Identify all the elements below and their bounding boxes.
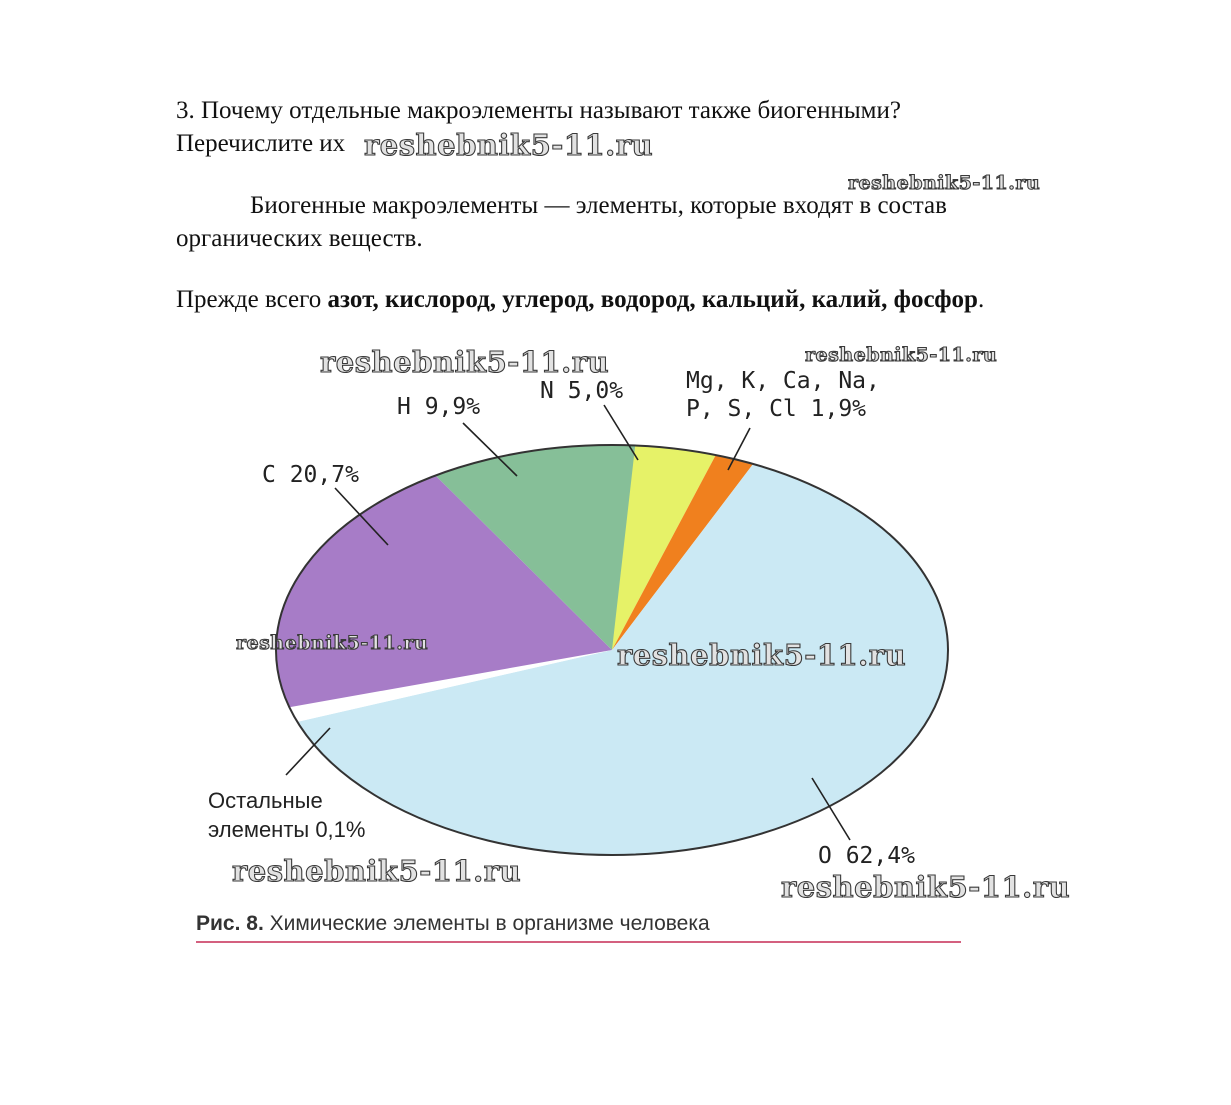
watermark: reshebnik5-11.ru: [232, 854, 522, 888]
question-line-2: Перечислите их: [176, 130, 346, 157]
label-carbon: C 20,7%: [262, 462, 359, 488]
caption-rule: [196, 941, 961, 943]
watermark: reshebnik5-11.ru: [236, 632, 429, 654]
answer-list-prefix: Прежде всего: [176, 286, 328, 313]
figure-caption-number: Рис. 8.: [196, 912, 264, 935]
figure-caption: [196, 912, 710, 936]
label-nitrogen: N 5,0%: [540, 378, 624, 404]
watermark: reshebnik5-11.ru: [320, 345, 610, 379]
label-oxygen: O 62,4%: [818, 843, 915, 869]
label-hydrogen: H 9,9%: [397, 394, 481, 420]
label-other-line-1: Остальные: [208, 788, 323, 813]
question-line-1: 3. Почему отдельные макроэлементы называют также биогенными?: [176, 97, 901, 124]
watermark: reshebnik5-11.ru: [781, 870, 1071, 904]
watermark: reshebnik5-11.ru: [617, 638, 907, 672]
watermark: reshebnik5-11.ru: [848, 172, 1041, 194]
answer-line-2: органических веществ.: [176, 225, 423, 252]
watermark: reshebnik5-11.ru: [364, 128, 654, 162]
label-other-line-2: элементы 0,1%: [208, 817, 366, 842]
watermark: reshebnik5-11.ru: [805, 344, 998, 366]
answer-list-suffix: .: [977, 286, 985, 313]
answer-list-elements: азот, кислород, углерод, водород, кальций, калий, фосфор: [327, 286, 978, 313]
figure-caption-text: Химические элементы в организме человека: [263, 912, 710, 935]
label-minor-line-1: Mg, K, Ca, Na,: [686, 368, 880, 394]
answer-line-1: Биогенные макроэлементы — элементы, которые входят в состав: [250, 192, 947, 219]
label-minor-line-2: P, S, Cl 1,9%: [686, 396, 867, 422]
